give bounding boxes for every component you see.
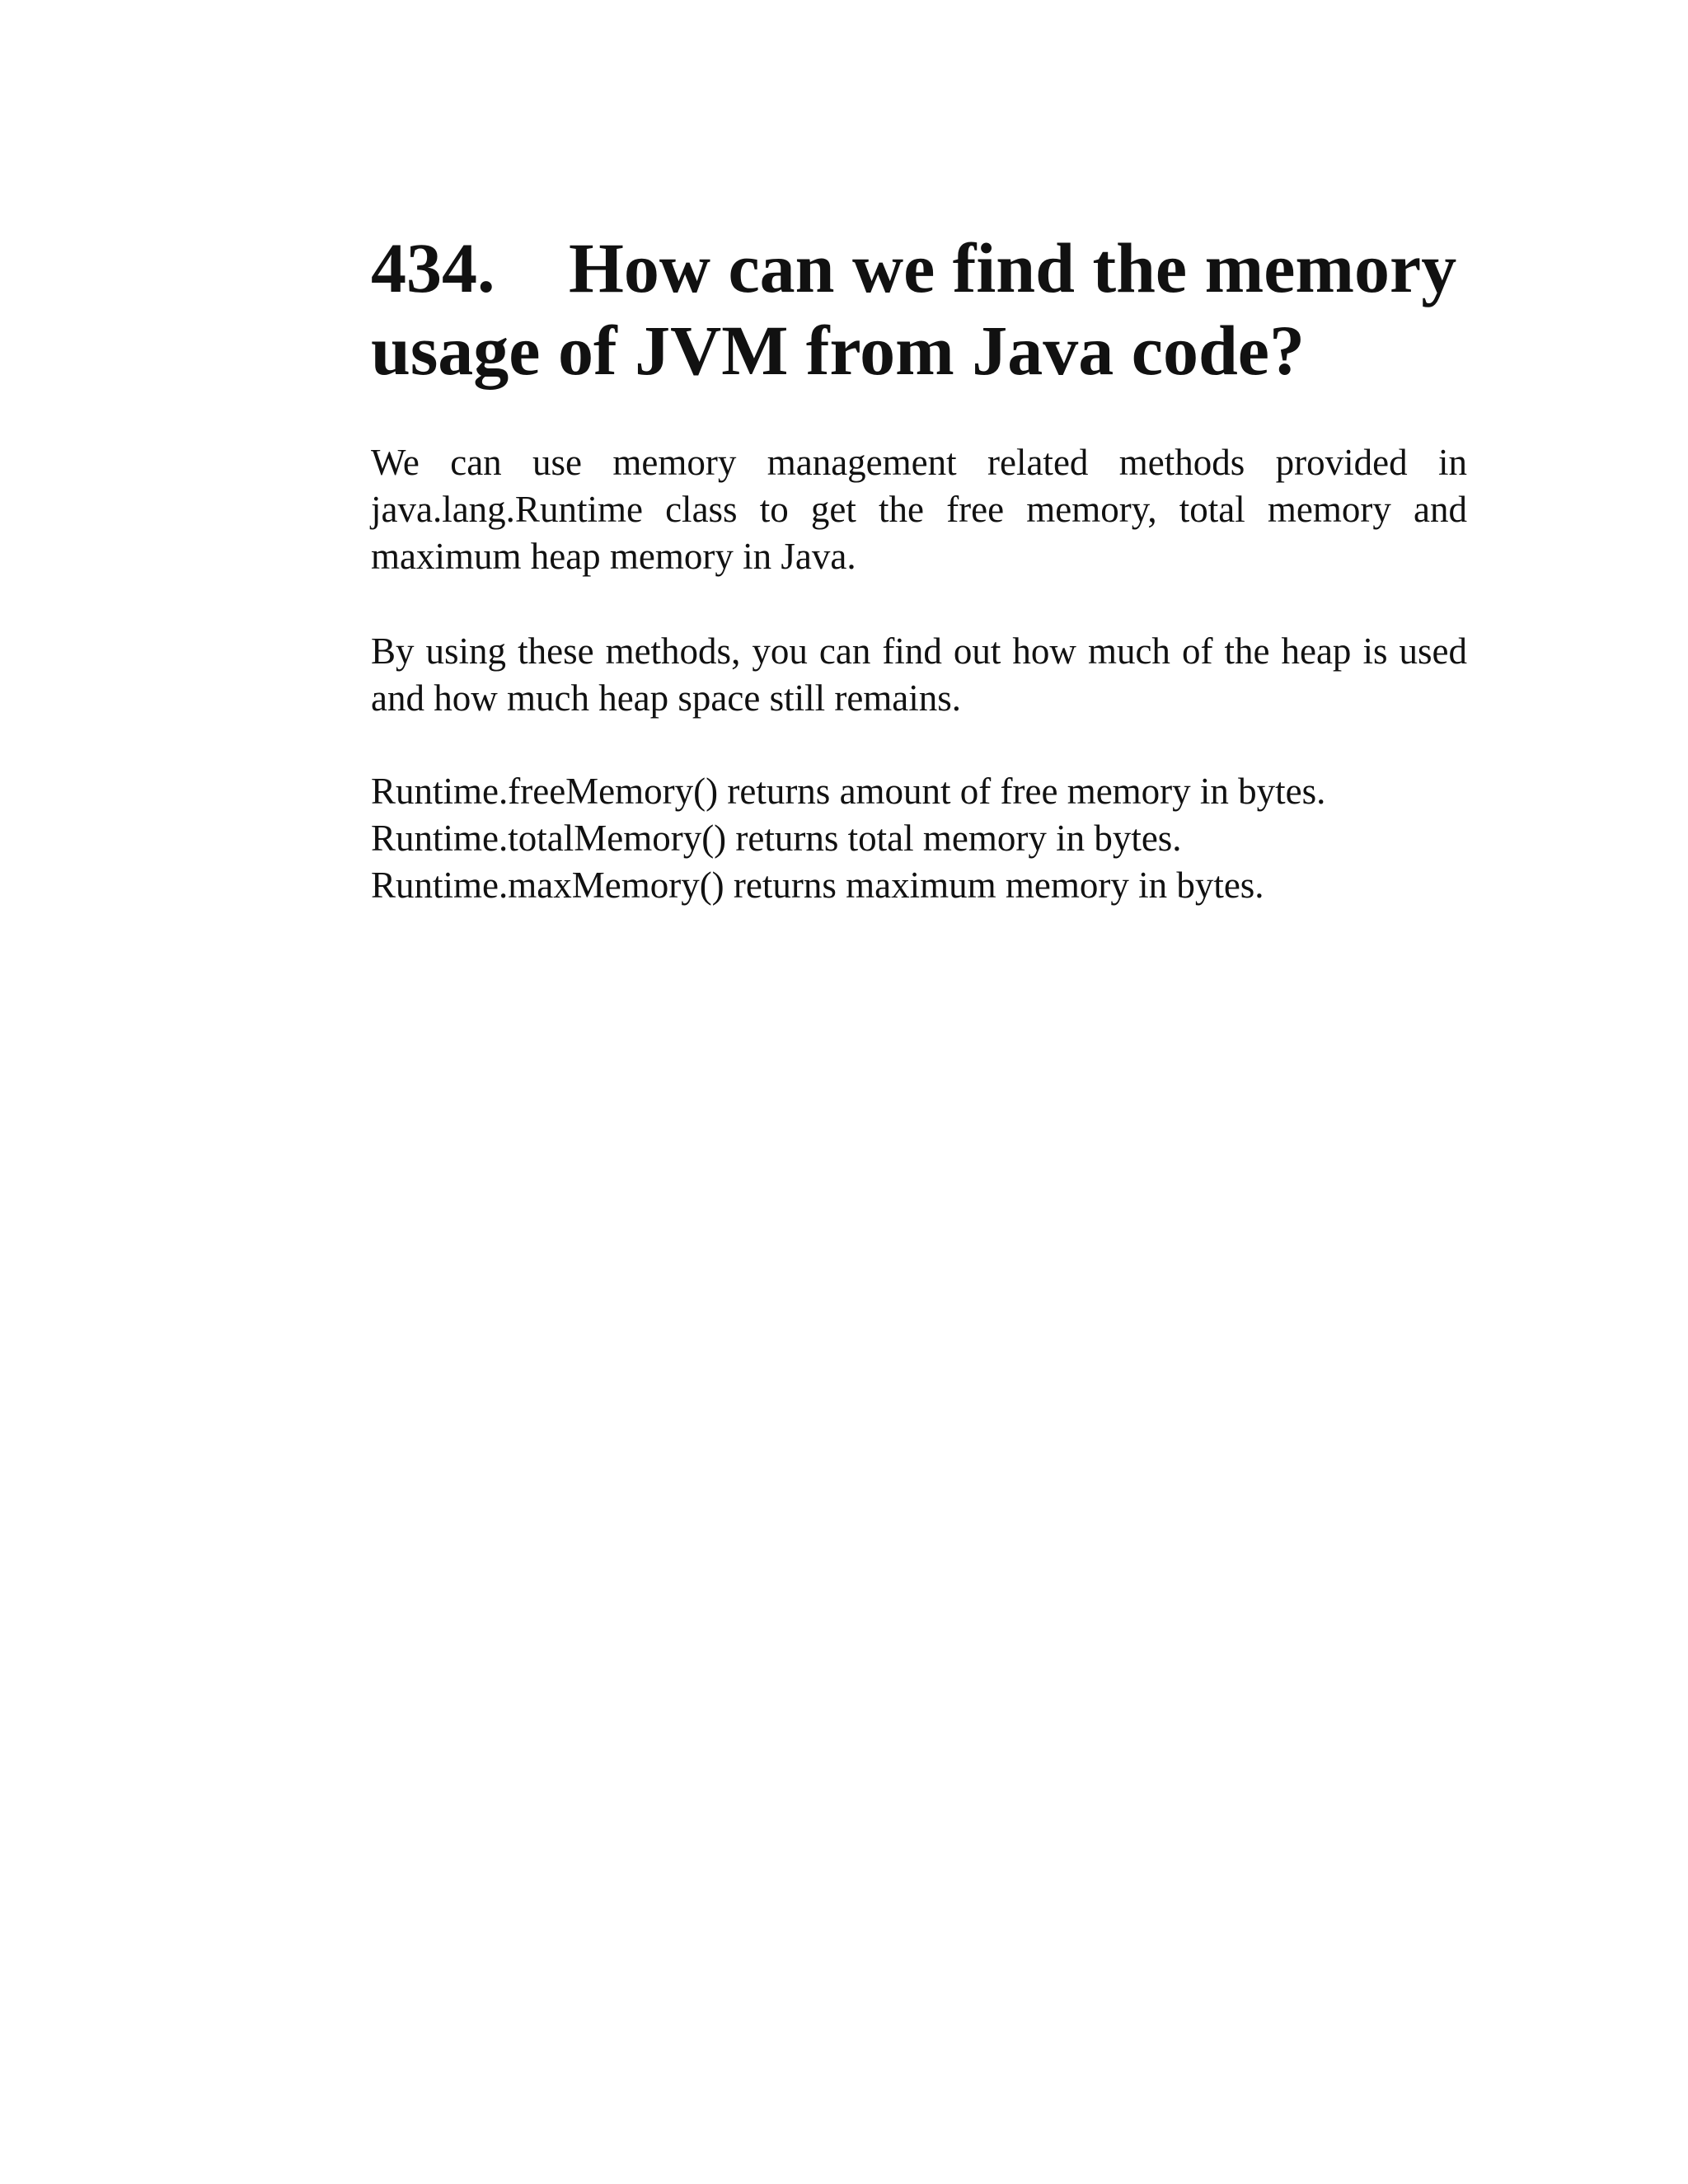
method-free-memory: Runtime.freeMemory() returns amount of free memory in bytes. <box>371 771 1326 812</box>
question-title: How can we find the memory usage of JVM from Java code? <box>371 228 1457 390</box>
question-heading <box>371 227 1467 391</box>
method-total-memory: Runtime.totalMemory() returns total memory in bytes. <box>371 818 1182 859</box>
paragraph-runtime-methods: We can use memory management related methods provided in java.lang.Runtime class to get the free memory, total memory and maximum heap memory in Java. <box>371 442 1467 577</box>
question-number: 434. <box>371 228 495 307</box>
method-max-memory: Runtime.maxMemory() returns maximum memory in bytes. <box>371 865 1264 906</box>
paragraph-heap-usage: By using these methods, you can find out how much of the heap is used and how much heap space still remains. <box>371 630 1467 719</box>
method-list <box>371 768 1467 909</box>
page-content <box>371 227 1467 909</box>
